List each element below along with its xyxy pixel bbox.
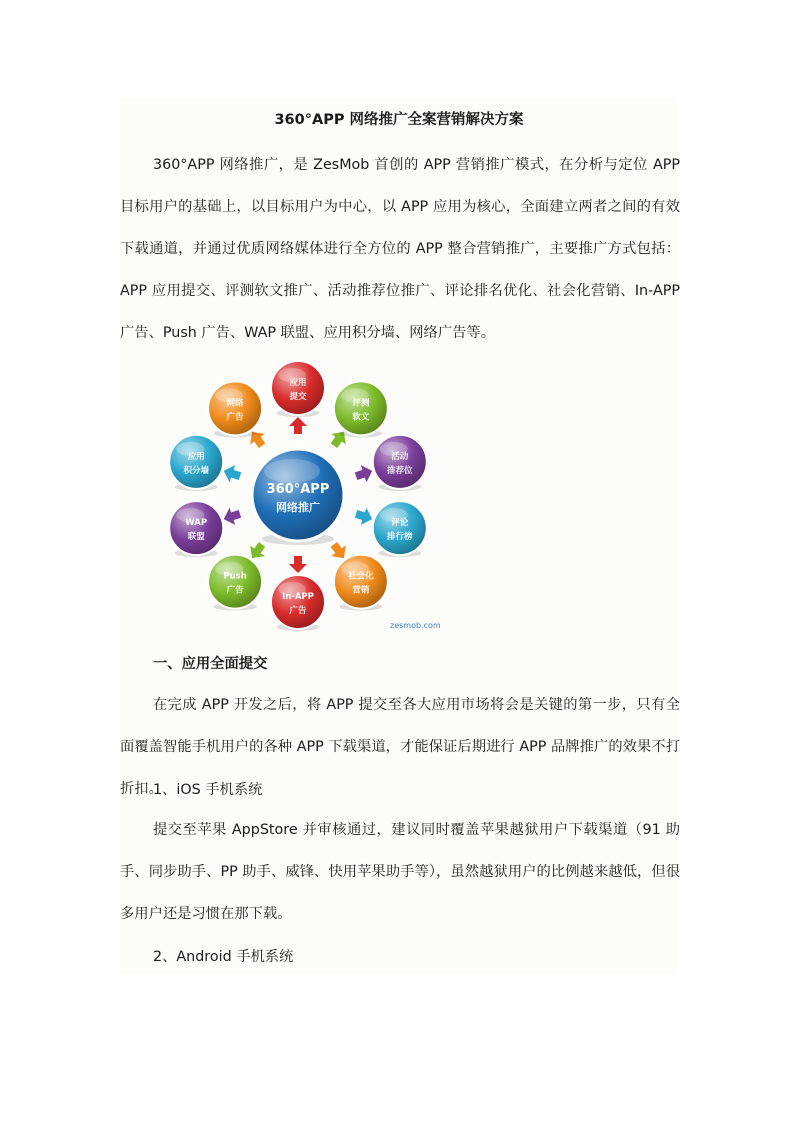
center-label-line2: 网络推广: [276, 501, 320, 514]
node-label-line2: 提交: [289, 392, 307, 402]
node-label-line1: 评论: [391, 518, 409, 529]
node-label-line2: 推荐位: [387, 465, 413, 476]
node-label-line2: 广告: [289, 606, 307, 616]
ios-paragraph: 提交至苹果 AppStore 并审核通过，建议同时覆盖苹果越狱用户下载渠道（91 助手、同步助手、PP 助手、威锋、快用苹果助手等），虽然越狱用户的比例越来越低，但很多用户还是习惯在那下载。: [120, 822, 680, 922]
intro-paragraph: 360°APP 网络推广，是 ZesMob 首创的 APP 营销推广模式，在分析与定位 APP 目标用户的基础上，以目标用户为中心，以 APP 应用为核心，全面建立两者之间的有效下载通道，并通过优质网络媒体进行全方位的 APP 整合营销推广，主要推广方式包括：APP 应用提交、评测软文推广、活动推荐位推广、评论排名优化、社会化营销、In-APP 广告、Push 广告、WAP 联盟、应用积分墙、网络广告等。: [120, 157, 680, 341]
node-label-line1: 应用: [289, 378, 307, 388]
diagram-arrow: [353, 462, 375, 484]
node-label-line2: 排行榜: [387, 532, 413, 543]
node-label-line1: 网络: [226, 398, 244, 409]
section-heading: 一、应用全面提交: [153, 656, 268, 672]
node-label-line1: In-APP: [282, 592, 314, 602]
diagram-arrow: [221, 505, 243, 527]
center-label-line1: 360°APP: [266, 482, 330, 497]
watermark-text: zesmob.com: [390, 621, 441, 630]
section-paragraph: 在完成 APP 开发之后，将 APP 提交至各大应用市场将会是关键的第一步，只有全面覆盖智能手机用户的各种 APP 下载渠道，才能保证后期进行 APP 品牌推广的效果不打折扣。: [120, 697, 680, 797]
node-label-line1: WAP: [185, 518, 208, 529]
diagram-arrow: [289, 556, 307, 573]
node-label-line1: Push: [223, 571, 247, 582]
node-label-line1: 评测: [352, 398, 370, 409]
diagram-arrow: [353, 505, 375, 527]
document-title: 360°APP 网络推广全案营销解决方案: [274, 112, 524, 128]
node-label-line2: 软文: [352, 412, 370, 423]
node-label-line1: 社会化: [348, 571, 374, 582]
ios-subheading: 1、iOS 手机系统: [153, 782, 263, 798]
node-label-line2: 营销: [352, 585, 370, 596]
diagram-arrow: [289, 417, 307, 434]
android-subheading: 2、Android 手机系统: [153, 949, 294, 965]
node-label-line1: 活动: [391, 451, 409, 462]
node-label-line2: 联盟: [187, 532, 205, 543]
node-label-line2: 积分墙: [183, 465, 209, 476]
center-gloss: [264, 459, 320, 483]
promotion-diagram: [158, 349, 446, 637]
node-label-line2: 广告: [226, 412, 244, 423]
diagram-arrow: [221, 462, 243, 484]
node-label-line1: 应用: [187, 451, 205, 462]
node-label-line2: 广告: [226, 585, 244, 596]
